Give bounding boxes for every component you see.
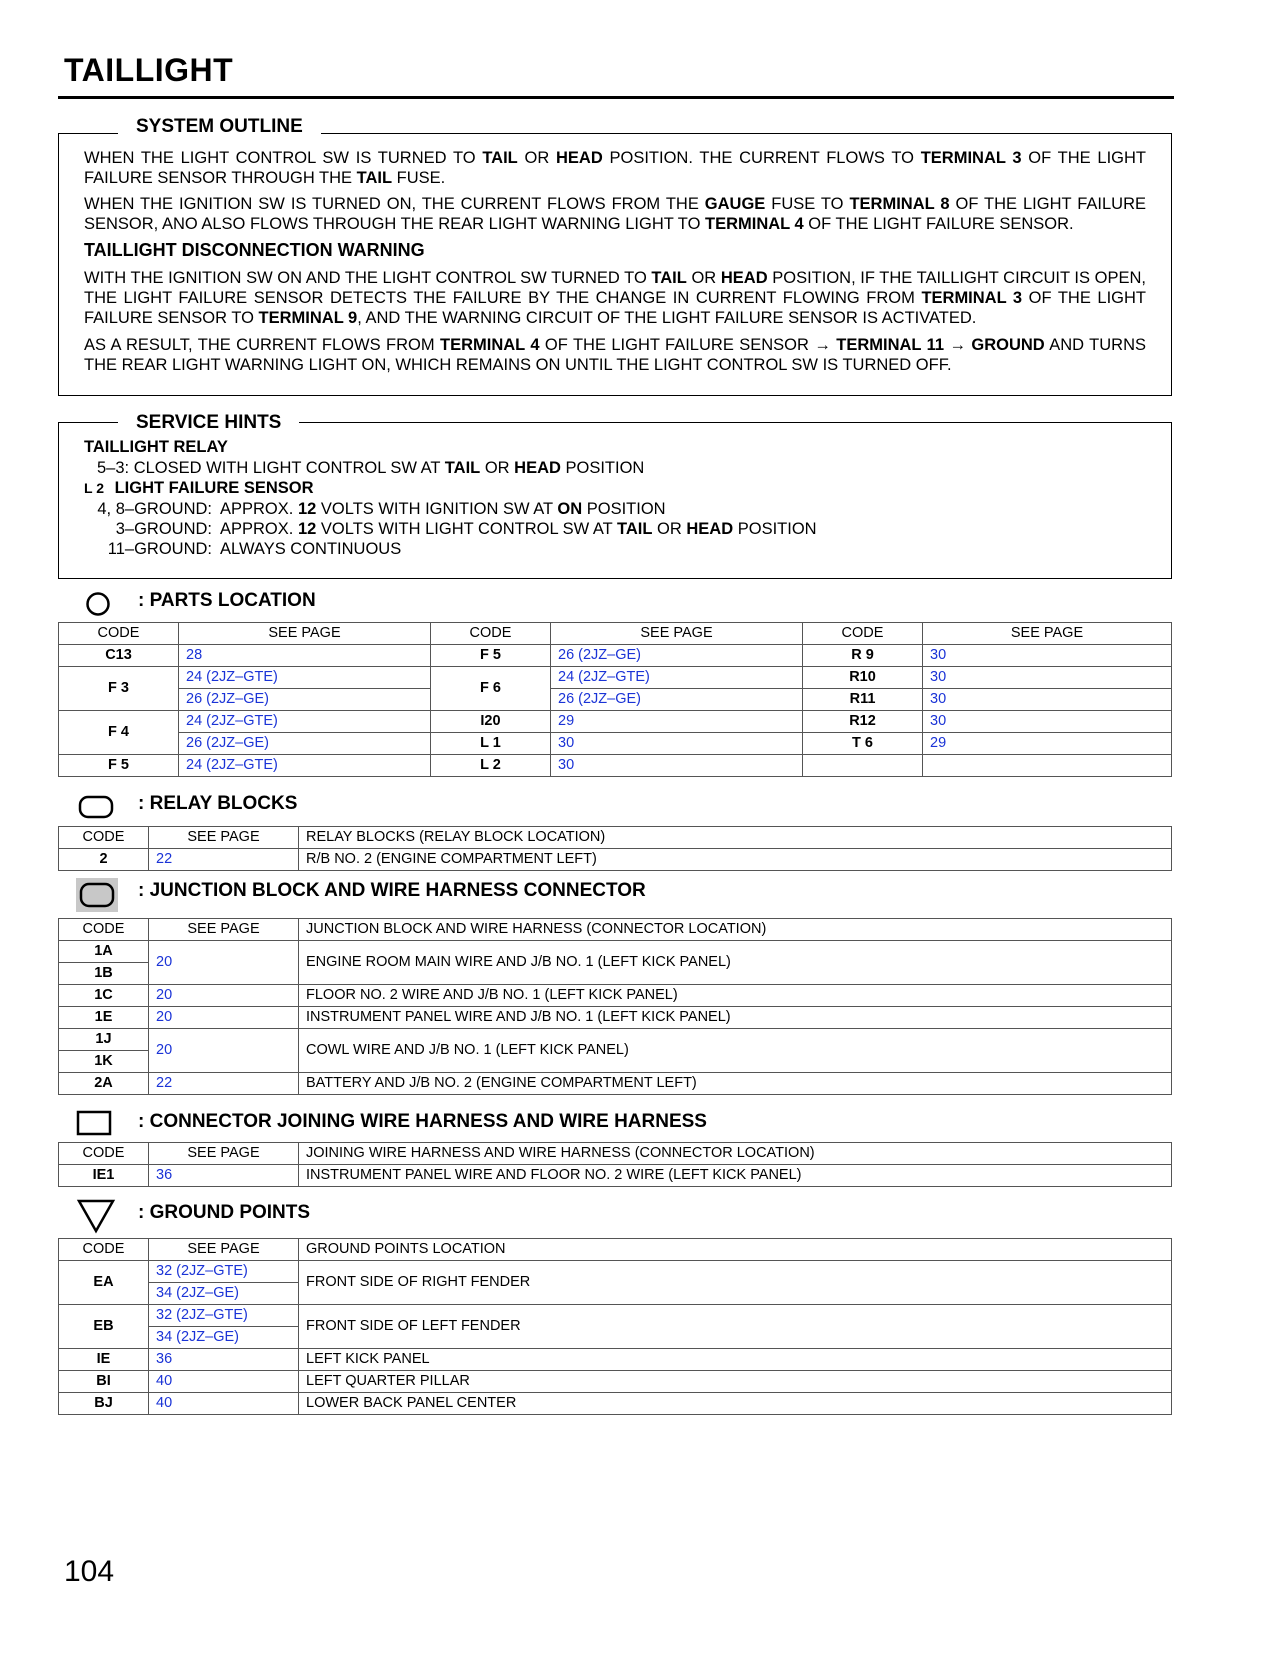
page-link[interactable]: 36 bbox=[149, 1349, 299, 1371]
page-link[interactable]: 32 (2JZ–GTE) bbox=[149, 1305, 299, 1327]
table-row: BI 40 LEFT QUARTER PILLAR bbox=[59, 1371, 1172, 1393]
page-link[interactable]: 28 bbox=[179, 645, 431, 667]
table-row: 2 22 R/B NO. 2 (ENGINE COMPARTMENT LEFT) bbox=[59, 849, 1172, 871]
parts-location-table bbox=[58, 622, 1172, 777]
table-row: 2A 22 BATTERY AND J/B NO. 2 (ENGINE COMPARTMENT LEFT) bbox=[59, 1073, 1172, 1095]
rounded-rect-icon bbox=[78, 795, 114, 819]
page-title: TAILLIGHT bbox=[64, 52, 234, 88]
page-link[interactable]: 29 bbox=[551, 711, 803, 733]
page-link[interactable]: 24 (2JZ–GTE) bbox=[179, 667, 431, 689]
junction-block-title: : JUNCTION BLOCK AND WIRE HARNESS CONNECTOR bbox=[138, 880, 646, 901]
table-row: BJ 40 LOWER BACK PANEL CENTER bbox=[59, 1393, 1172, 1415]
page-link[interactable]: 30 bbox=[551, 755, 803, 777]
connector-title: : CONNECTOR JOINING WIRE HARNESS AND WIRE HARNESS bbox=[138, 1111, 707, 1132]
table-row: C13 28 F 5 26 (2JZ–GE) R 9 30 bbox=[59, 645, 1172, 667]
sensor-text-1: APPROX. 12 VOLTS WITH IGNITION SW AT ON POSITION bbox=[220, 500, 666, 518]
table-header-row: CODE SEE PAGE CODE SEE PAGE CODE SEE PAGE bbox=[59, 623, 1172, 645]
page-link[interactable]: 24 (2JZ–GTE) bbox=[179, 711, 431, 733]
page-link[interactable]: 30 bbox=[923, 645, 1172, 667]
system-outline-label: SYSTEM OUTLINE bbox=[118, 116, 321, 138]
ground-points-table bbox=[58, 1238, 1172, 1415]
relay-blocks-table bbox=[58, 826, 1172, 871]
table-row: F 4 24 (2JZ–GTE) I20 29 R12 30 bbox=[59, 711, 1172, 733]
sensor-title: LIGHT FAILURE SENSOR bbox=[114, 479, 314, 497]
table-row: F 5 24 (2JZ–GTE) L 2 30 bbox=[59, 755, 1172, 777]
page-link[interactable]: 24 (2JZ–GTE) bbox=[551, 667, 803, 689]
table-row: IE 36 LEFT KICK PANEL bbox=[59, 1349, 1172, 1371]
triangle-icon bbox=[76, 1198, 116, 1234]
page-link[interactable]: 26 (2JZ–GE) bbox=[551, 689, 803, 711]
page-link[interactable]: 26 (2JZ–GE) bbox=[551, 645, 803, 667]
table-header-row: CODE SEE PAGE GROUND POINTS LOCATION bbox=[59, 1239, 1172, 1261]
page-link[interactable]: 20 bbox=[149, 1029, 299, 1073]
table-header-row: CODE SEE PAGE JUNCTION BLOCK AND WIRE HARNESS (CONNECTOR LOCATION) bbox=[59, 919, 1172, 941]
page-link[interactable]: 30 bbox=[923, 711, 1172, 733]
sensor-term-3: 11–GROUND: bbox=[107, 540, 212, 558]
relay-line: 5–3: CLOSED WITH LIGHT CONTROL SW AT TAIL OR HEAD POSITION bbox=[97, 459, 645, 477]
page-link[interactable]: 24 (2JZ–GTE) bbox=[179, 755, 431, 777]
outline-paragraph-2: WHEN THE IGNITION SW IS TURNED ON, THE CURRENT FLOWS FROM THE GAUGE FUSE TO TERMINAL 8 OF THE LIGHT FAILURE SENSOR, ANO ALSO FLOWS THROUGH THE REAR LIGHT WARNING LIGHT TO TERMINAL 4 OF THE LIGHT FAILURE SENSOR. bbox=[84, 195, 1147, 233]
page-link[interactable]: 40 bbox=[149, 1371, 299, 1393]
connector-table bbox=[58, 1142, 1172, 1187]
junction-block-table bbox=[58, 918, 1172, 1095]
outline-paragraph-3: WITH THE IGNITION SW ON AND THE LIGHT CONTROL SW TURNED TO TAIL OR HEAD POSITION, IF THE TAILLIGHT CIRCUIT IS OPEN, THE LIGHT FAILURE SENSOR DETECTS THE FAILURE BY THE CHANGE IN CURRENT FLOWING FROM TERMINAL 3 OF THE LIGHT FAILURE SENSOR TO TERMINAL 9, AND THE WARNING CIRCUIT OF THE LIGHT FAILURE SENSOR IS ACTIVATED. bbox=[84, 269, 1146, 327]
page-link[interactable]: 34 (2JZ–GE) bbox=[149, 1283, 299, 1305]
page-link[interactable]: 36 bbox=[149, 1165, 299, 1187]
table-row: F 3 24 (2JZ–GTE) F 6 24 (2JZ–GTE) R10 30 bbox=[59, 667, 1172, 689]
page-link[interactable]: 40 bbox=[149, 1393, 299, 1415]
table-row: EB 32 (2JZ–GTE) FRONT SIDE OF LEFT FENDER bbox=[59, 1305, 1172, 1327]
table-row: 26 (2JZ–GE) 26 (2JZ–GE) R11 30 bbox=[59, 689, 1172, 711]
page-link[interactable]: 20 bbox=[149, 985, 299, 1007]
table-row: 1J 20 COWL WIRE AND J/B NO. 1 (LEFT KICK PANEL) bbox=[59, 1029, 1172, 1051]
outline-paragraph-4: AS A RESULT, THE CURRENT FLOWS FROM TERMINAL 4 OF THE LIGHT FAILURE SENSOR → TERMINAL 11 → GROUND AND TURNS THE REAR LIGHT WARNING LIGHT ON, WHICH REMAINS ON UNTIL THE LIGHT CONTROL SW IS TURNED OFF. bbox=[84, 336, 1147, 374]
sensor-term-2: 3–GROUND: bbox=[115, 520, 212, 538]
page-link[interactable]: 30 bbox=[923, 667, 1172, 689]
page-link[interactable]: 22 bbox=[149, 849, 299, 871]
table-header-row: CODE SEE PAGE RELAY BLOCKS (RELAY BLOCK LOCATION) bbox=[59, 827, 1172, 849]
sensor-heading bbox=[84, 478, 314, 498]
outline-paragraph-1: WHEN THE LIGHT CONTROL SW IS TURNED TO TAIL OR HEAD POSITION. THE CURRENT FLOWS TO TERMINAL 3 OF THE LIGHT FAILURE SENSOR THROUGH THE TAIL FUSE. bbox=[84, 149, 1146, 187]
sensor-text-3: ALWAYS CONTINUOUS bbox=[220, 540, 402, 558]
table-row: 26 (2JZ–GE) L 1 30 T 6 29 bbox=[59, 733, 1172, 755]
ground-points-title: : GROUND POINTS bbox=[138, 1202, 311, 1223]
rectangle-icon bbox=[76, 1110, 112, 1136]
relay-blocks-title: : RELAY BLOCKS bbox=[138, 793, 298, 814]
table-row: 1C 20 FLOOR NO. 2 WIRE AND J/B NO. 1 (LEFT KICK PANEL) bbox=[59, 985, 1172, 1007]
table-row: 1B bbox=[59, 963, 1172, 985]
page-link[interactable]: 34 (2JZ–GE) bbox=[149, 1327, 299, 1349]
sensor-term-1: 4, 8–GROUND: bbox=[97, 500, 212, 518]
table-row: 1K bbox=[59, 1051, 1172, 1073]
page-link[interactable]: 20 bbox=[149, 1007, 299, 1029]
page-link[interactable]: 20 bbox=[149, 941, 299, 985]
circle-icon bbox=[84, 590, 112, 618]
page-number: 104 bbox=[64, 1555, 115, 1588]
relay-title: TAILLIGHT RELAY bbox=[84, 438, 228, 456]
sensor-code: L 2 bbox=[84, 480, 104, 496]
service-hints-label: SERVICE HINTS bbox=[118, 412, 299, 434]
parts-location-title: : PARTS LOCATION bbox=[138, 590, 316, 611]
page-link[interactable]: 22 bbox=[149, 1073, 299, 1095]
shaded-rounded-rect-icon bbox=[76, 878, 118, 912]
page-link[interactable]: 30 bbox=[551, 733, 803, 755]
table-header-row: CODE SEE PAGE JOINING WIRE HARNESS AND WIRE HARNESS (CONNECTOR LOCATION) bbox=[59, 1143, 1172, 1165]
table-row: 1E 20 INSTRUMENT PANEL WIRE AND J/B NO. 1 (LEFT KICK PANEL) bbox=[59, 1007, 1172, 1029]
taillight-disconnection-heading: TAILLIGHT DISCONNECTION WARNING bbox=[84, 240, 425, 260]
page-link[interactable]: 26 (2JZ–GE) bbox=[179, 689, 431, 711]
page-link[interactable]: 29 bbox=[923, 733, 1172, 755]
table-row: EA 32 (2JZ–GTE) FRONT SIDE OF RIGHT FENDER bbox=[59, 1261, 1172, 1283]
page-link[interactable]: 26 (2JZ–GE) bbox=[179, 733, 431, 755]
page-link[interactable]: 30 bbox=[923, 689, 1172, 711]
page-link[interactable]: 32 (2JZ–GTE) bbox=[149, 1261, 299, 1283]
sensor-text-2: APPROX. 12 VOLTS WITH LIGHT CONTROL SW AT TAIL OR HEAD POSITION bbox=[220, 520, 817, 538]
table-row: 1A 20 ENGINE ROOM MAIN WIRE AND J/B NO. 1 (LEFT KICK PANEL) bbox=[59, 941, 1172, 963]
title-rule bbox=[58, 96, 1174, 99]
table-row: IE1 36 INSTRUMENT PANEL WIRE AND FLOOR NO. 2 WIRE (LEFT KICK PANEL) bbox=[59, 1165, 1172, 1187]
